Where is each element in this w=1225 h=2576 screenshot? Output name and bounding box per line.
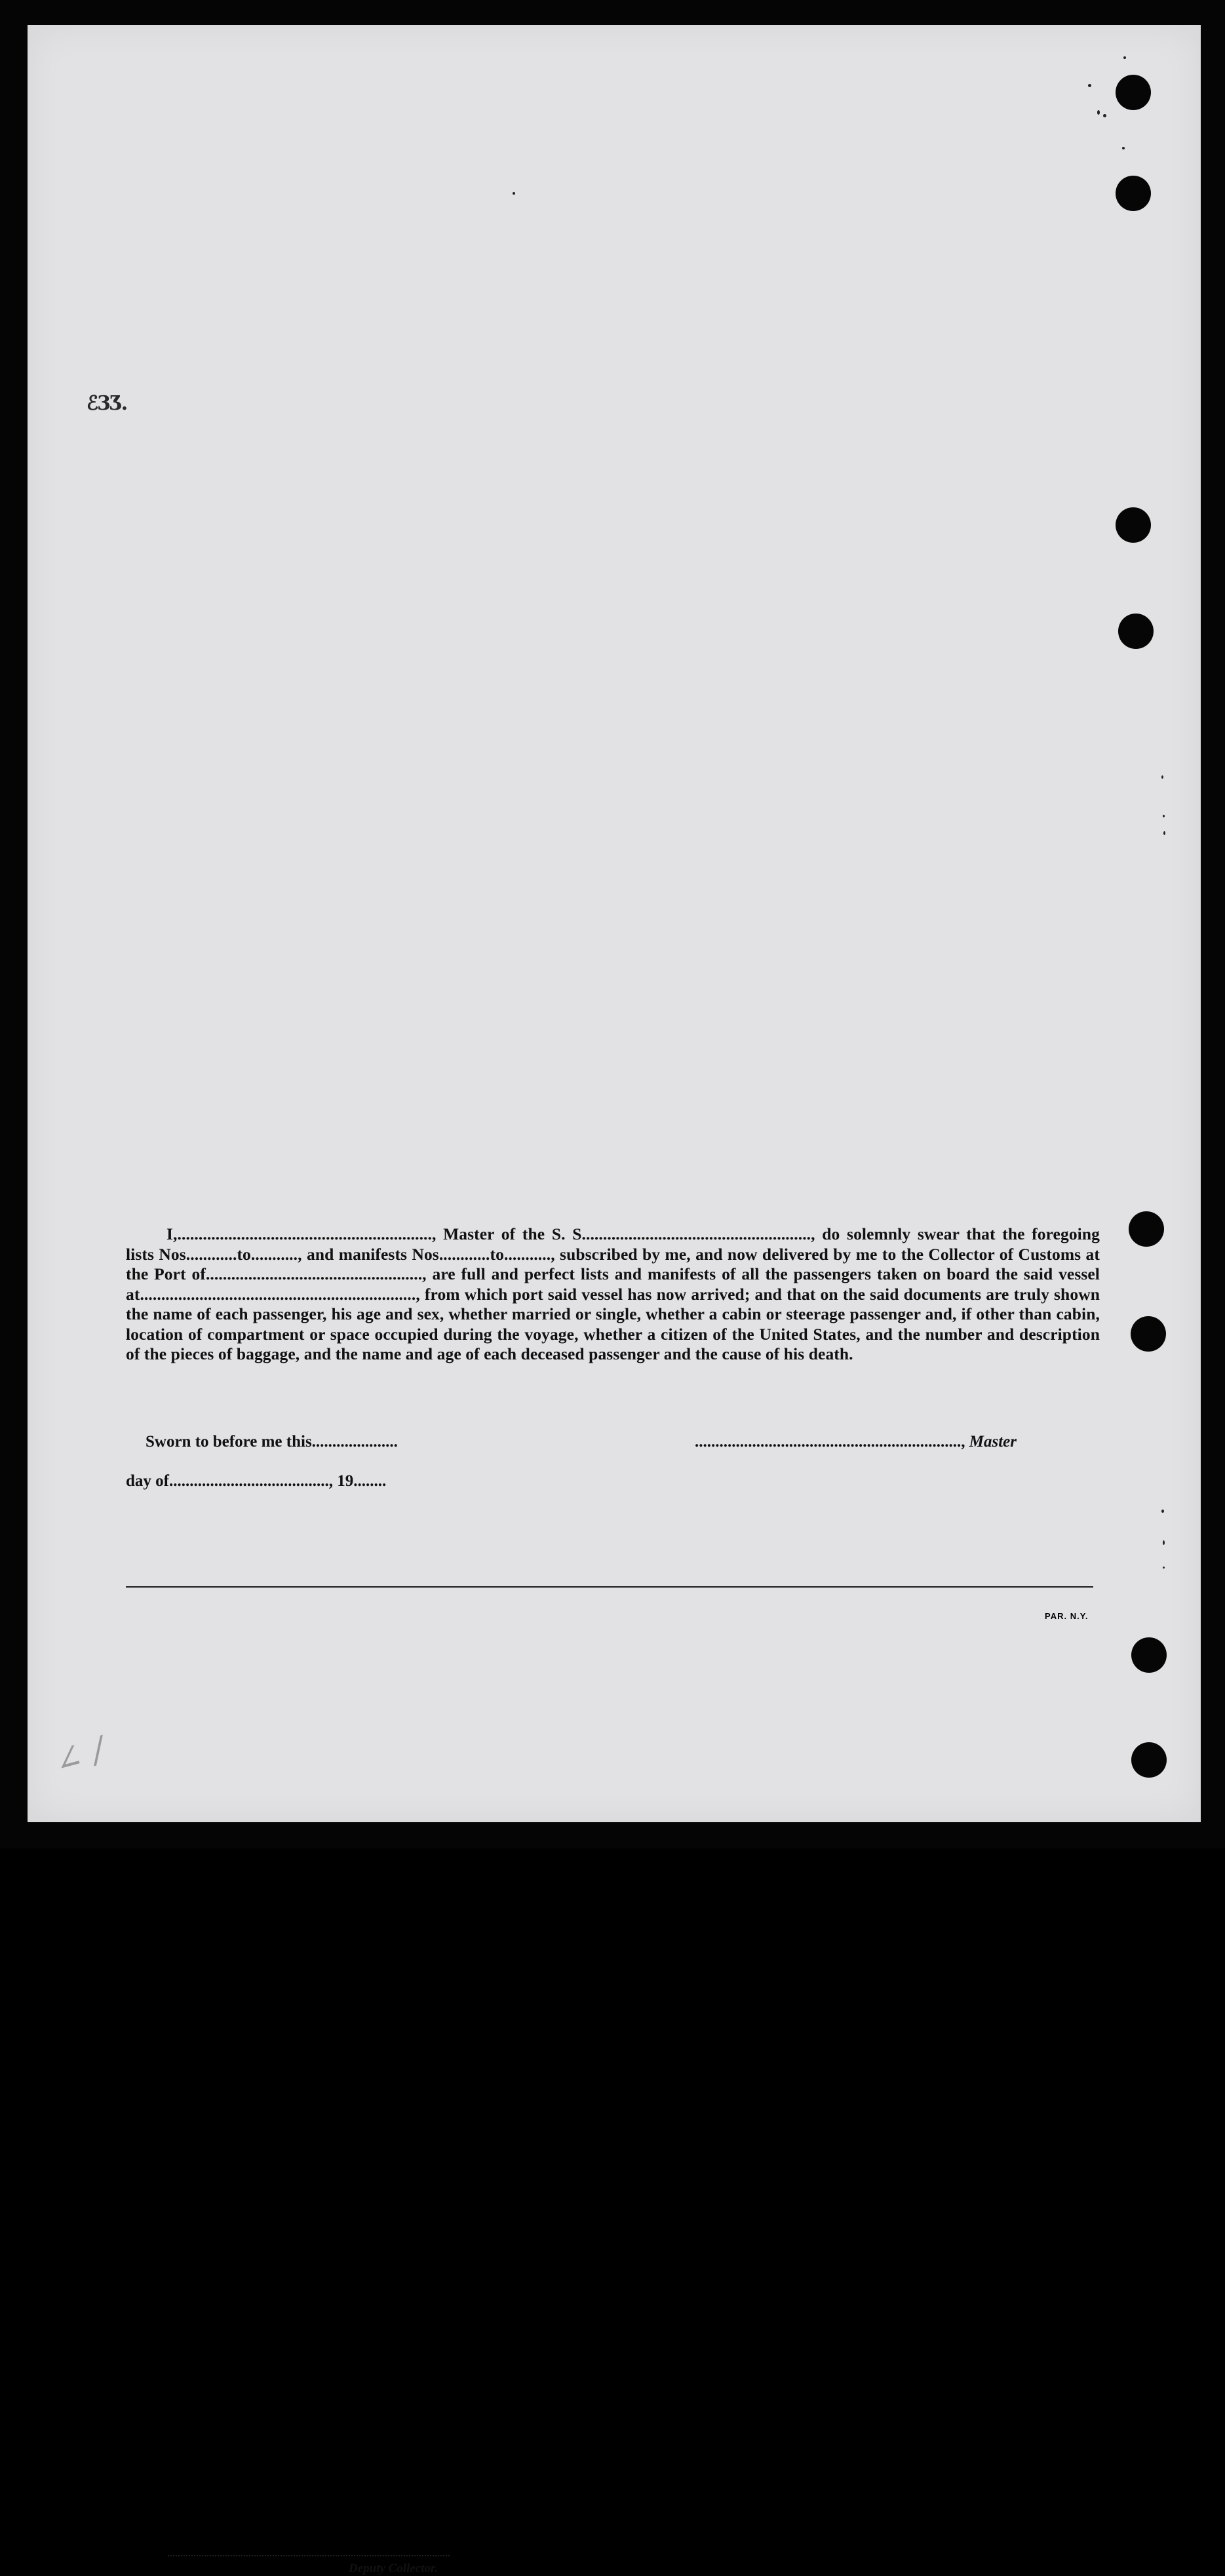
master-signature-line [695,1433,1017,1451]
ink-speck [1103,114,1106,117]
ink-speck [1161,1510,1164,1513]
handwritten-mark: ∠ / [49,1729,109,1782]
date-line [126,1472,386,1491]
ink-speck [513,192,515,195]
deputy-signature-line [168,2555,450,2556]
ink-speck [1163,831,1165,835]
punch-hole [1118,614,1154,649]
punch-hole [1131,1742,1167,1778]
printer-mark: PAR. N.Y. [1045,1611,1089,1621]
sworn-label: Sworn to before me this..................... [146,1433,398,1451]
ink-speck [1163,1540,1165,1545]
day-label: day of......................................., 19........ [126,1472,387,1490]
punch-hole [1116,176,1151,211]
ink-speck [1088,84,1091,87]
master-dots: ................................................................., [695,1433,969,1451]
punch-hole [1131,1316,1166,1352]
ink-speck [1097,110,1100,115]
ink-speck [1161,775,1163,779]
ink-speck [1122,147,1125,149]
sworn-before-line [146,1433,398,1451]
punch-hole [1129,1211,1164,1247]
deputy-collector-label: Deputy Collector. [349,2562,438,2575]
oath-paragraph: I,............................................................, Master of the S. S......................................................, do solemnly swear that the foregoing lists Nos............to..........., and manifests Nos............to..........., subscribed by me, and now delivered by me to the Collector of Customs at the Port of..................................................., are full and perfect lists and manifests of all the passengers taken on board the said vessel at................................................................., from which port said vessel has now arrived; and that on the said documents are truly shown the name of each passenger, his age and sex, whether married or single, whether a cabin or steerage passenger and, if other than cabin, location of compartment or space occupied during the voyage, whether a citizen of the United States, and the number and description of the pieces of baggage, and the name and age of each deceased passenger and the cause of his death. [126,1224,1100,1363]
master-label: Master [969,1433,1017,1451]
page-stamp-mark: ℰ3Ʒ. [87,392,127,415]
punch-hole [1131,1637,1167,1673]
manifest-page [28,25,1201,2575]
bottom-rule [126,1586,1093,1588]
ink-speck [1163,1567,1165,1569]
ink-speck [1123,56,1126,59]
punch-hole [1116,507,1151,543]
punch-hole [1116,75,1151,110]
ink-speck [1163,815,1165,817]
